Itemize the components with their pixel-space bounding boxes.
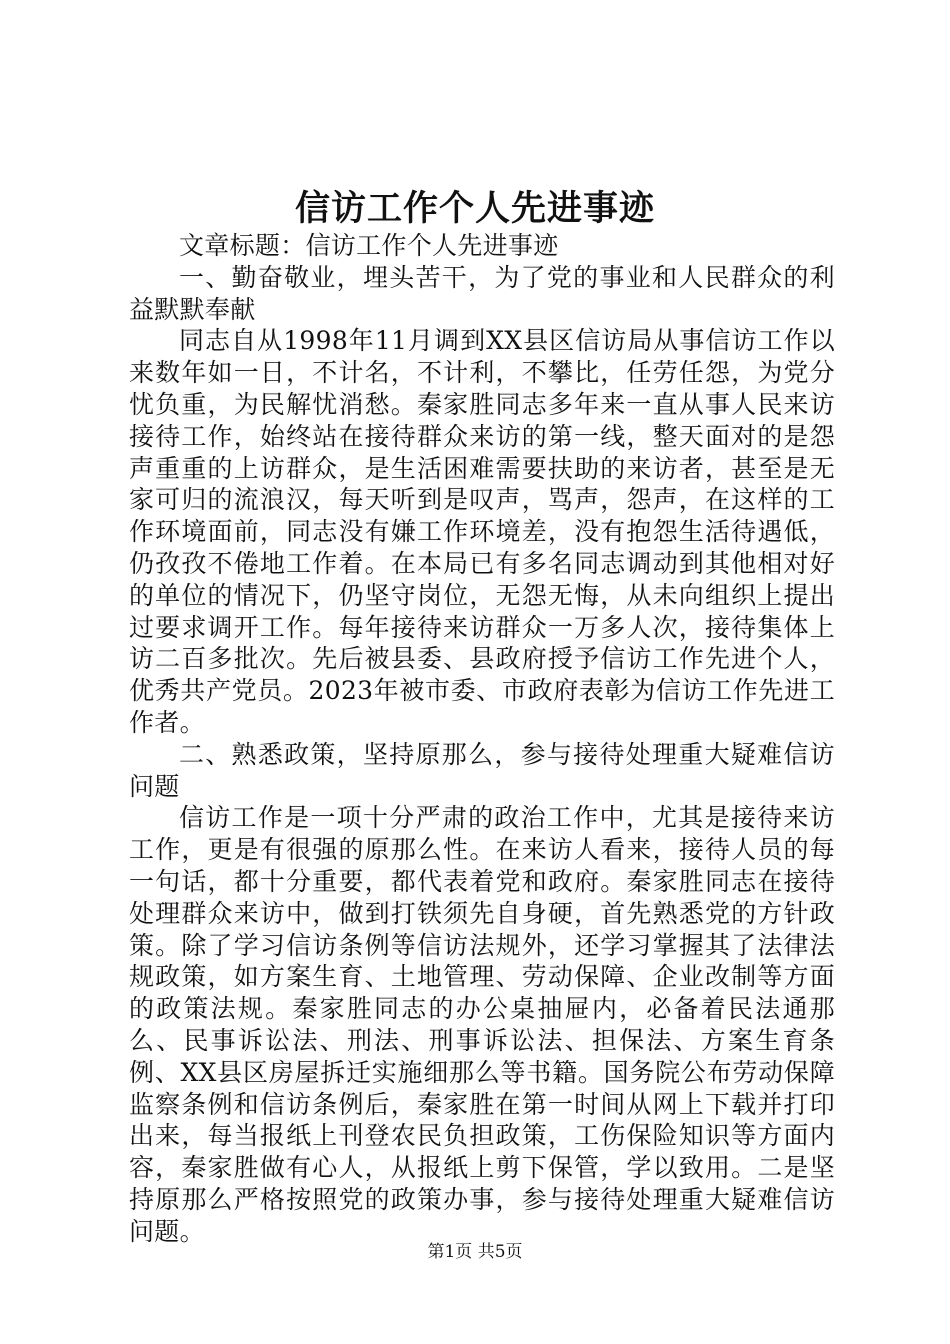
- paragraph-section-1-heading: 一、勤奋敬业，埋头苦干，为了党的事业和人民群众的利益默默奉献: [129, 262, 835, 324]
- paragraph-section-2-heading: 二、熟悉政策，坚持原那么，参与接待处理重大疑难信访问题: [129, 739, 835, 801]
- document-body: [129, 230, 835, 1248]
- paragraph-section-2-body: 信访工作是一项十分严肃的政治工作中，尤其是接待来访工作，更是有很强的原那么性。在来访人看来，接待人员的每一句话，都十分重要，都代表着党和政府。秦家胜同志在接待处理群众来访中，做到打铁须先自身硬，首先熟悉党的方针政策。除了学习信访条例等信访法规外，还学习掌握其了法律法规政策，如方案生育、土地管理、劳动保障、企业改制等方面的政策法规。秦家胜同志的办公桌抽屉内，必备着民法通那么、民事诉讼法、刑法、刑事诉讼法、担保法、方案生育条例、XX县区房屋拆迁实施细那么等书籍。国务院公布劳动保障监察条例和信访条例后，秦家胜在第一时间从网上下载并打印出来，每当报纸上刊登农民负担政策，工伤保险知识等方面内容，秦家胜做有心人，从报纸上剪下保管，学以致用。二是坚持原那么严格按照党的政策办事，参与接待处理重大疑难信访问题。: [129, 803, 835, 1246]
- paragraph-article-title: 文章标题：信访工作个人先进事迹: [179, 231, 559, 260]
- page-title: 信访工作个人先进事迹: [294, 188, 655, 229]
- paragraph-section-1-body: 同志自从1998年11月调到XX县区信访局从事信访工作以来数年如一日，不计名，不计利，不攀比，任劳任怨，为党分忧负重，为民解忧消愁。秦家胜同志多年来一直从事人民来访接待工作，始终站在接待群众来访的第一线，整天面对的是怨声重重的上访群众，是生活困难需要扶助的来访者，甚至是无家可归的流浪汉，每天听到是叹声，骂声，怨声，在这样的工作环境面前，同志没有嫌工作环境差，没有抱怨生活待遇低，仍孜孜不倦地工作着。在本局已有多名同志调动到其他相对好的单位的情况下，仍坚守岗位，无怨无悔，从未向组织上提出过要求调开工作。每年接待来访群众一万多人次，接待集体上访二百多批次。先后被县委、县政府授予信访工作先进个人，优秀共产党员。2023年被市委、市政府表彰为信访工作先进工作者。: [129, 326, 835, 737]
- page-footer: 第1页 共5页: [427, 1242, 523, 1262]
